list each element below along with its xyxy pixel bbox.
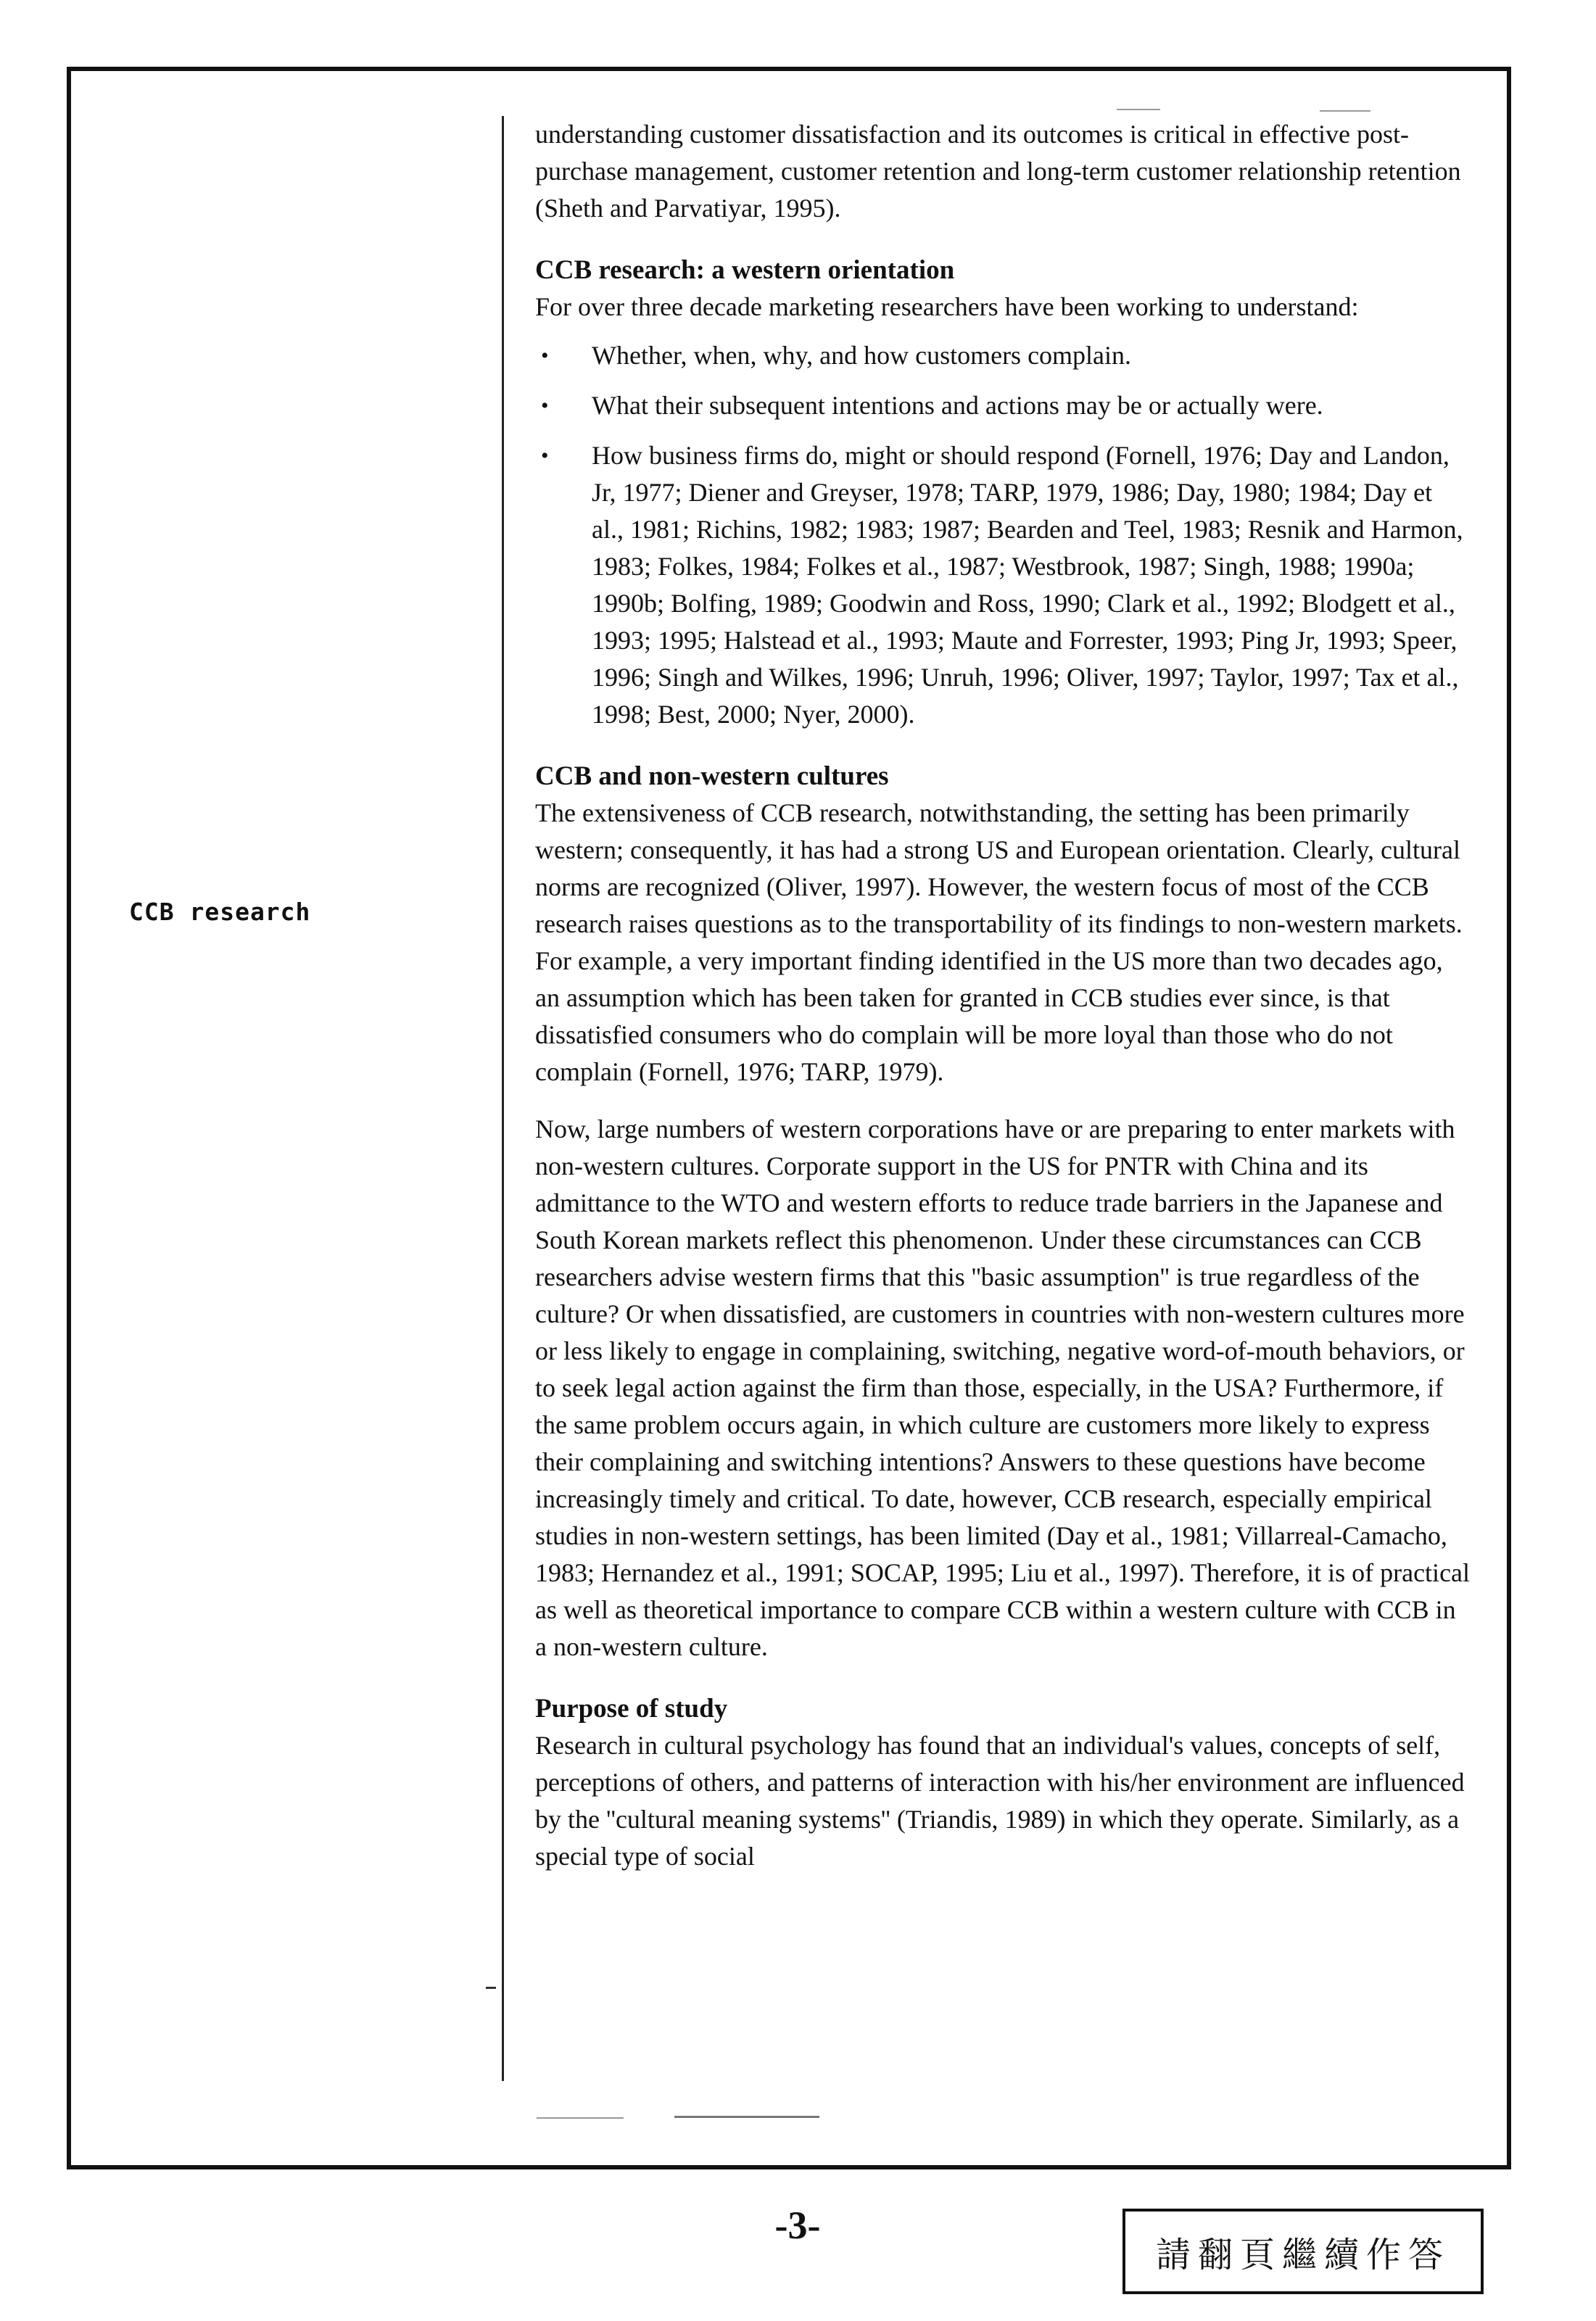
bullet-text: Whether, when, why, and how customers complain. xyxy=(592,341,1132,370)
list-item xyxy=(535,387,1471,424)
section-intro-paragraph: For over three decade marketing researchers have been working to understand: xyxy=(535,292,1359,321)
page-number: -3- xyxy=(774,2204,821,2247)
bullet-icon: • xyxy=(541,344,549,368)
scan-mark xyxy=(537,2117,624,2119)
scan-mark xyxy=(1117,109,1160,110)
list-item xyxy=(535,337,1471,374)
article-body xyxy=(535,116,1471,1895)
bullet-text: How business firms do, might or should respond (Fornell, 1976; Day and Landon, Jr, 1977; Diener and Greyser, 1978; TARP, 1979, 1986; Day, 1980; 1984; Day et al., 1981; Richins, 1982; 1983; 1987; Bearden and Teel, 1983; Resnik and Harmon, 1983; Folkes, 1984; Folkes et al., 1987; Westbrook, 1987; Singh, 1988; 1990a; 1990b; Bolfing, 1989; Goodwin and Ross, 1990; Clark et al., 1992; Blodgett et al., 1993; 1995; Halstead et al., 1993; Maute and Forrester, 1993; Ping Jr, 1993; Speer, 1996; Singh and Wilkes, 1996; Unruh, 1996; Oliver, 1997; Taylor, 1997; Tax et al., 1998; Best, 2000; Nyer, 2000). xyxy=(592,441,1463,729)
continue-note-box: 請翻頁繼續作答 xyxy=(1122,2209,1484,2294)
column-rule xyxy=(502,116,504,2081)
section-heading-non-western: CCB and non-western cultures xyxy=(535,761,889,791)
bullet-icon: • xyxy=(541,444,549,468)
body-paragraph: Now, large numbers of western corporations have or are preparing to enter markets with non-western cultures. Corporate support in the US for PNTR with China and its admittance to the WTO and western efforts to reduce trade barriers in the Japanese and South Korean markets reflect this phenomenon. Under these circumstances can CCB researchers advise western firms that this ''basic assumption'' is true regardless of the culture? Or when dissatisfied, are customers in countries with non-western cultures more or less likely to engage in complaining, switching, negative word-of-mouth behaviors, or to seek legal action against the firm than those, especially, in the USA? Furthermore, if the same problem occurs again, in which culture are customers more likely to express their complaining and switching intentions? Answers to these questions have become increasingly timely and critical. To date, however, CCB research, especially empirical studies in non-western settings, has been limited (Day et al., 1981; Villarreal-Camacho, 1983; Hernandez et al., 1991; SOCAP, 1995; Liu et al., 1997). Therefore, it is of practical as well as theoretical importance to compare CCB within a western culture with CCB in a non-western culture. xyxy=(535,1114,1471,1661)
scan-mark xyxy=(1320,110,1370,112)
scan-mark xyxy=(674,2116,819,2118)
list-item xyxy=(535,437,1471,733)
section-heading-purpose: Purpose of study xyxy=(535,1694,728,1724)
intro-paragraph: understanding customer dissatisfaction and its outcomes is critical in effective post-purchase management, customer retention and long-term customer relationship retention (Sheth and Parvatiyar, 1995). xyxy=(535,120,1461,223)
scan-mark xyxy=(486,1987,496,1989)
section-heading-western-orientation: CCB research: a western orientation xyxy=(535,255,955,285)
margin-note: CCB research xyxy=(129,898,311,926)
body-paragraph: Research in cultural psychology has found that an individual's values, concepts of self, perceptions of others, and patterns of interaction with his/her environment are influenced by the ''cultural meaning systems'' (Triandis, 1989) in which they operate. Similarly, as a special type of social xyxy=(535,1731,1465,1871)
bullet-text: What their subsequent intentions and actions may be or actually were. xyxy=(592,391,1323,420)
bullet-list xyxy=(535,337,1471,733)
bullet-icon: • xyxy=(541,394,549,418)
body-paragraph: The extensiveness of CCB research, notwithstanding, the setting has been primarily western; consequently, it has had a strong US and European orientation. Clearly, cultural norms are recognized (Oliver, 1997). However, the western focus of most of the CCB research raises questions as to the transportability of its findings to non-western markets. For example, a very important finding identified in the US more than two decades ago, an assumption which has been taken for granted in CCB studies ever since, is that dissatisfied consumers who do complain will be more loyal than those who do not complain (Fornell, 1976; TARP, 1979). xyxy=(535,798,1463,1086)
